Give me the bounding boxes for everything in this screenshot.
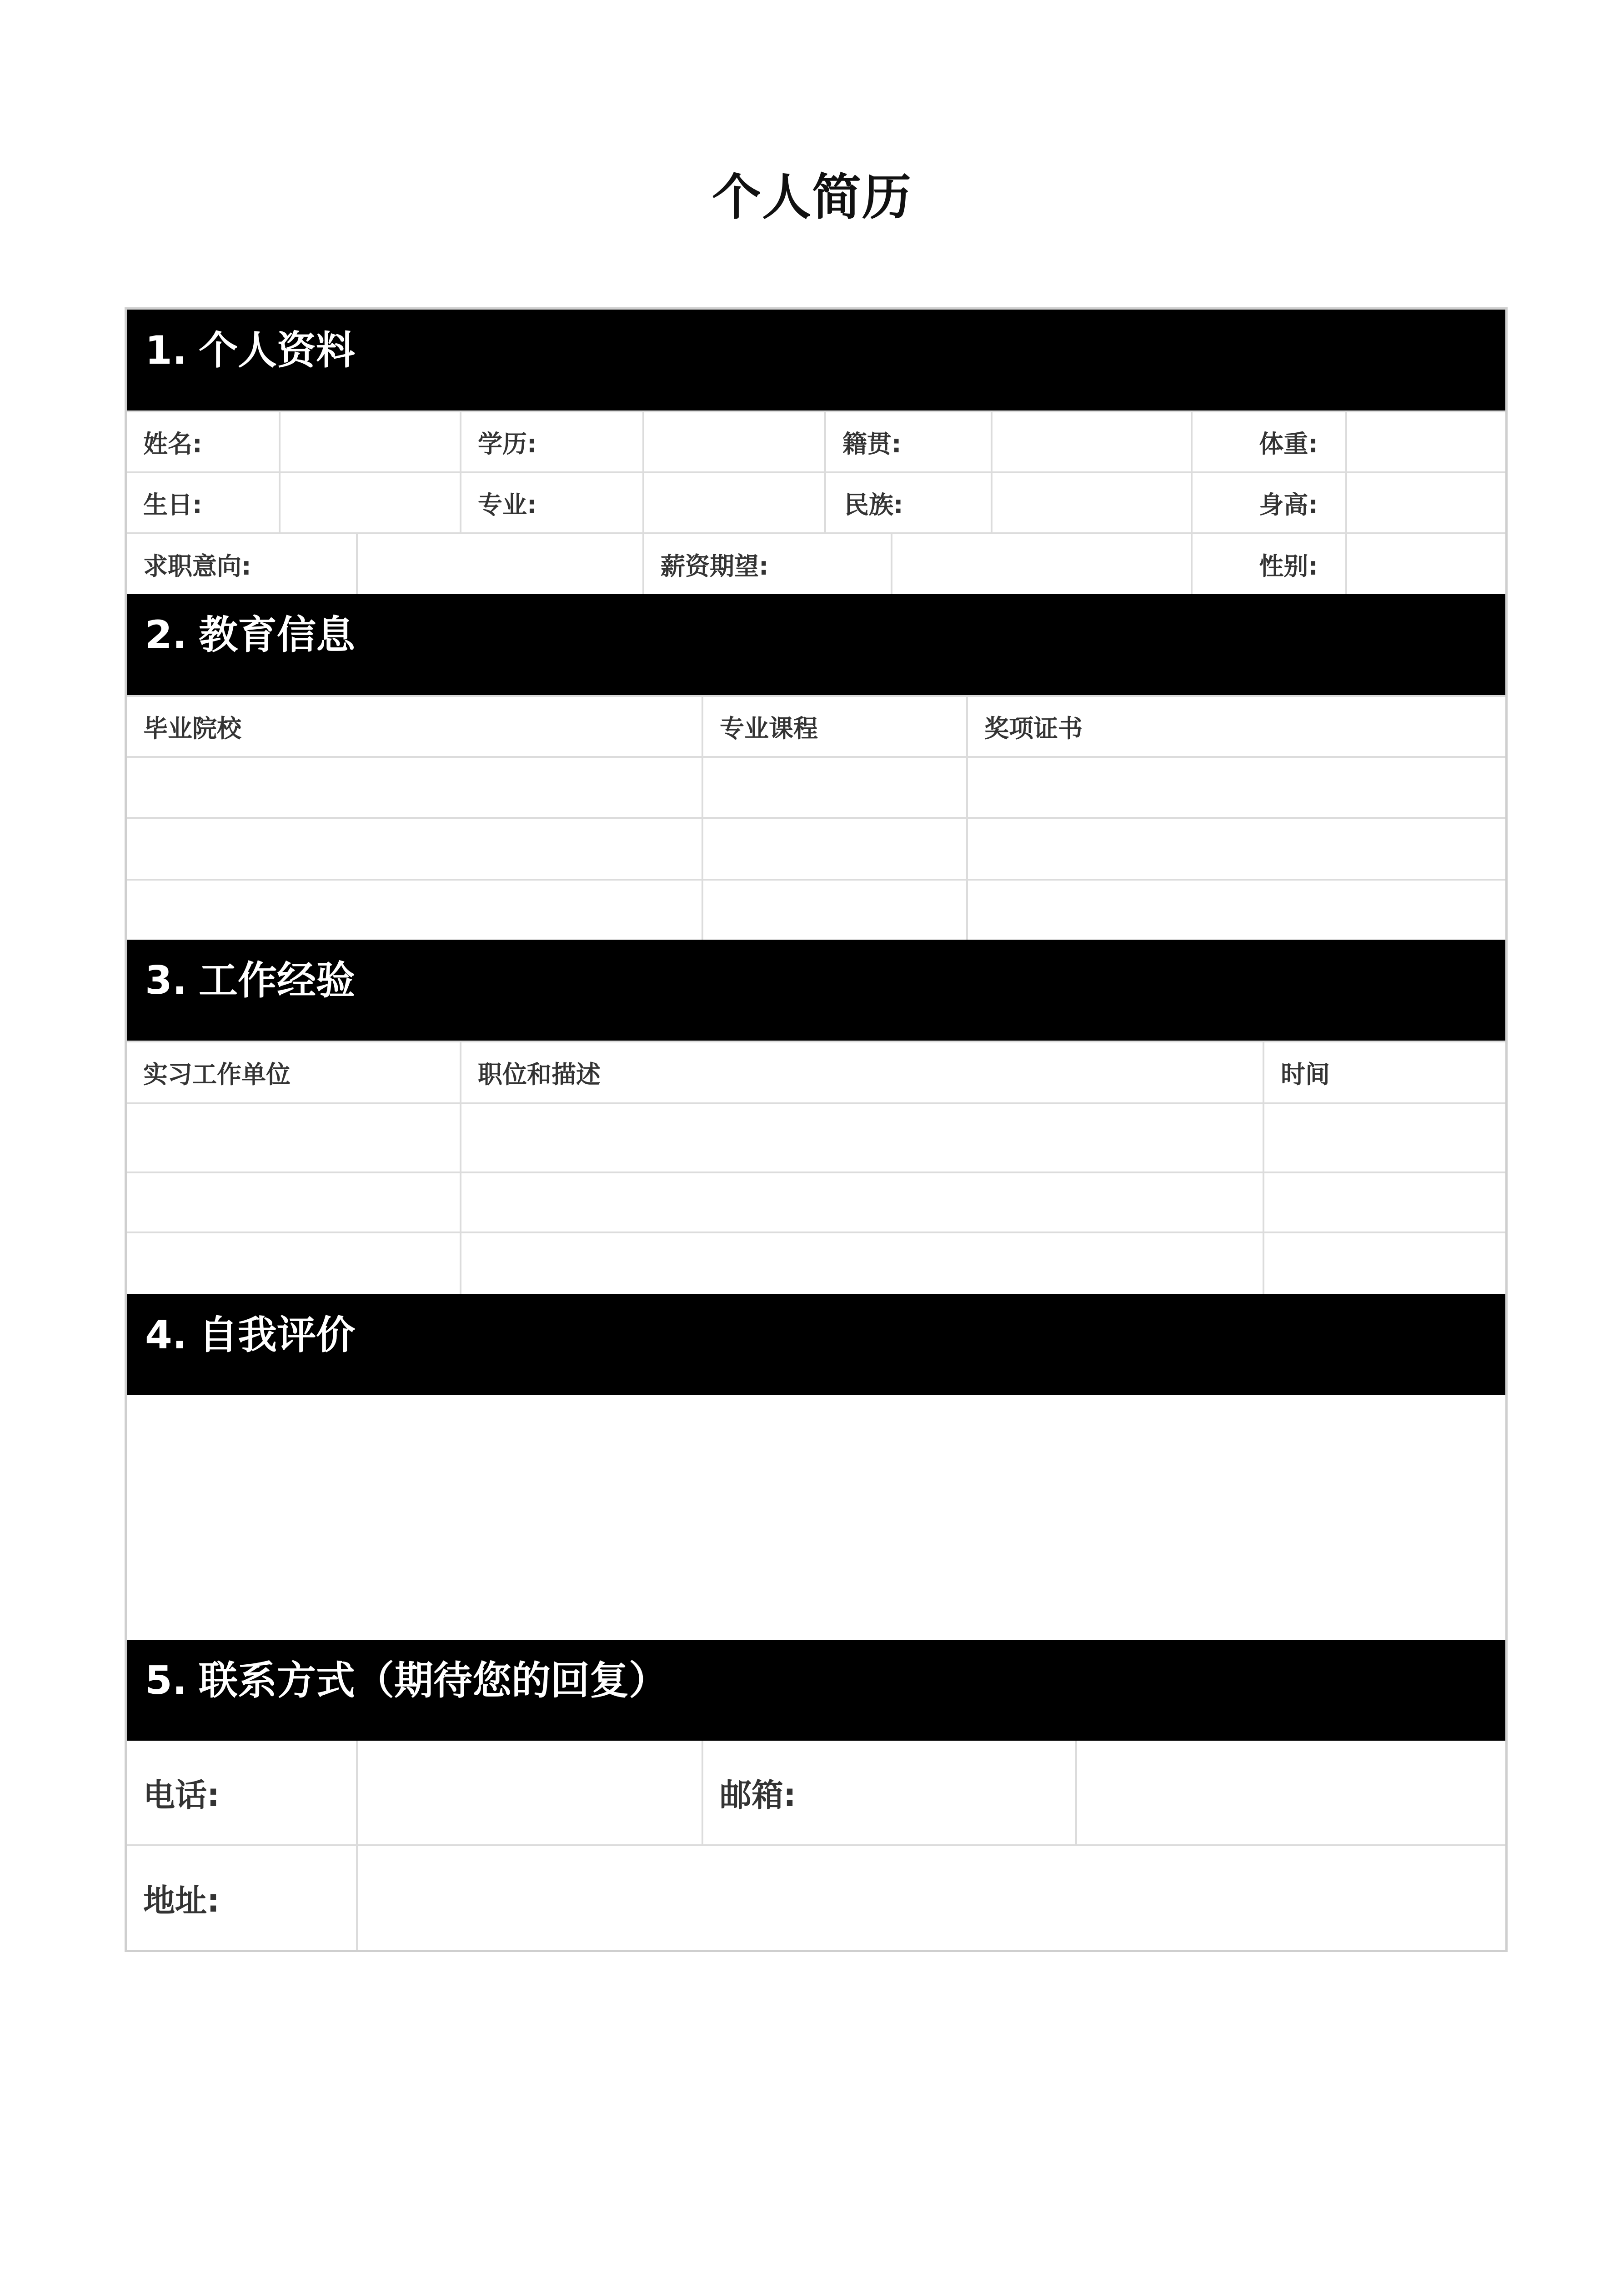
education-awards-cell[interactable] — [966, 817, 1505, 879]
education-courses-cell[interactable] — [702, 879, 966, 940]
label-name: 姓名: — [127, 411, 279, 471]
section-header-personal — [127, 310, 1505, 411]
native-place-field[interactable] — [991, 411, 1191, 471]
work-employer-cell[interactable] — [127, 1232, 460, 1294]
section-header-self-evaluation — [127, 1294, 1505, 1395]
column-header-time: 时间 — [1263, 1041, 1505, 1102]
label-email: 邮箱: — [702, 1741, 1075, 1844]
work-time-cell[interactable] — [1263, 1232, 1505, 1294]
email-field[interactable] — [1075, 1741, 1505, 1844]
label-gender: 性别: — [1191, 532, 1345, 594]
job-intention-field[interactable] — [356, 532, 642, 594]
column-header-awards: 奖项证书 — [966, 695, 1505, 756]
work-time-cell[interactable] — [1263, 1172, 1505, 1232]
work-position-cell[interactable] — [460, 1172, 1263, 1232]
label-native-place: 籍贯: — [824, 411, 991, 471]
column-header-employer: 实习工作单位 — [127, 1041, 460, 1102]
gender-field[interactable] — [1345, 532, 1505, 594]
education-awards-cell[interactable] — [966, 879, 1505, 940]
label-address: 地址: — [127, 1844, 356, 1950]
education-school-cell[interactable] — [127, 879, 702, 940]
label-ethnicity: 民族: — [824, 471, 991, 532]
resume-form — [125, 307, 1508, 1952]
label-education-level: 学历: — [460, 411, 642, 471]
work-position-cell[interactable] — [460, 1232, 1263, 1294]
section-title: 联系方式（期待您的回复） — [199, 1658, 668, 1703]
work-time-cell[interactable] — [1263, 1102, 1505, 1172]
weight-field[interactable] — [1345, 411, 1505, 471]
label-birthday: 生日: — [127, 471, 279, 532]
expected-salary-field[interactable] — [891, 532, 1191, 594]
education-school-cell[interactable] — [127, 817, 702, 879]
column-header-courses: 专业课程 — [702, 695, 966, 756]
education-school-cell[interactable] — [127, 756, 702, 817]
education-courses-cell[interactable] — [702, 756, 966, 817]
column-header-school: 毕业院校 — [127, 695, 702, 756]
section-header-education — [127, 594, 1505, 695]
ethnicity-field[interactable] — [991, 471, 1191, 532]
education-level-field[interactable] — [642, 411, 824, 471]
section-number: 5. — [145, 1658, 187, 1703]
section-title: 工作经验 — [199, 958, 355, 1003]
page-title: 个人简历 — [712, 169, 912, 226]
section-header-work — [127, 940, 1505, 1041]
birthday-field[interactable] — [279, 471, 460, 532]
section-number: 2. — [145, 612, 187, 658]
label-job-intention: 求职意向: — [127, 532, 356, 594]
section-number: 4. — [145, 1312, 187, 1358]
name-field[interactable] — [279, 411, 460, 471]
column-header-position: 职位和描述 — [460, 1041, 1263, 1102]
education-courses-cell[interactable] — [702, 817, 966, 879]
label-major: 专业: — [460, 471, 642, 532]
section-number: 1. — [145, 328, 187, 373]
label-phone: 电话: — [143, 1776, 220, 1814]
height-field[interactable] — [1345, 471, 1505, 532]
label-expected-salary: 薪资期望: — [642, 532, 891, 594]
education-awards-cell[interactable] — [966, 756, 1505, 817]
work-employer-cell[interactable] — [127, 1172, 460, 1232]
section-number: 3. — [145, 958, 187, 1003]
section-title: 个人资料 — [199, 328, 355, 373]
phone-field[interactable] — [356, 1741, 702, 1844]
work-position-cell[interactable] — [460, 1102, 1263, 1172]
label-height: 身高: — [1191, 471, 1345, 532]
label-weight: 体重: — [1191, 411, 1345, 471]
section-title: 教育信息 — [199, 612, 355, 658]
address-field[interactable] — [356, 1844, 1505, 1950]
self-evaluation-textarea[interactable] — [127, 1395, 1505, 1640]
section-title: 自我评价 — [199, 1312, 355, 1358]
work-employer-cell[interactable] — [127, 1102, 460, 1172]
section-header-contact — [127, 1640, 1505, 1741]
major-field[interactable] — [642, 471, 824, 532]
